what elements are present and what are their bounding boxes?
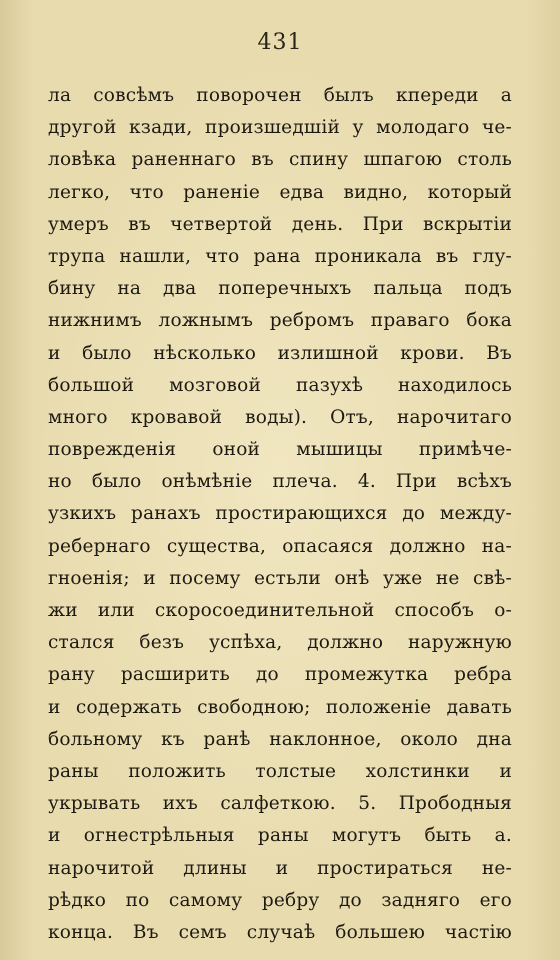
- text-line-15: ребернаго существа, опасаяся должно на-: [48, 535, 512, 557]
- text-line-23: укрывать ихъ салфеткою. 5. Прободныя: [48, 793, 512, 815]
- text-line-21: больному къ ранѣ наклонное, около дна: [48, 728, 512, 750]
- text-line-3: ловѣка раненнаго въ спину шпагою столь: [48, 149, 512, 171]
- text-line-10: большой мозговой пазухѣ находилось: [48, 374, 512, 396]
- text-line-22: раны положить толстые холстинки и: [48, 760, 512, 782]
- text-line-6: трупа нашли, что рана проникала въ глу-: [48, 245, 512, 267]
- text-line-9: и было нѣсколько излишной крови. Въ: [48, 342, 512, 364]
- text-line-2: другой кзади, произшедшій у молодаго че-: [48, 117, 512, 139]
- text-line-20: и содержать свободною; положеніе давать: [48, 696, 512, 718]
- text-line-27: конца. Въ семъ случаѣ большею частію: [48, 921, 512, 943]
- text-line-24: и огнестрѣльныя раны могутъ быть а.: [48, 825, 512, 847]
- text-line-5: умеръ въ четвертой день. При вскрытіи: [48, 213, 512, 235]
- text-line-8: нижнимъ ложнымъ ребромъ праваго бока: [48, 310, 512, 332]
- text-line-13: но было онѣмѣніе плеча. 4. При всѣхъ: [48, 471, 512, 493]
- text-line-18: стался безъ успѣха, должно наружную: [48, 632, 512, 654]
- text-line-12: поврежденія оной мышицы примѣче-: [48, 439, 512, 461]
- text-line-17: жи или скоросоединительной способъ о-: [48, 600, 512, 621]
- text-line-4: легко, что раненіе едва видно, который: [48, 181, 512, 203]
- text-line-16: гноенія; и посему естьли онѣ уже не свѣ-: [48, 567, 512, 589]
- text-line-14: узкихъ ранахъ простирающихся до между-: [48, 503, 512, 525]
- body-text: [48, 80, 512, 949]
- text-line-19: рану расширить до промежутка ребра: [48, 664, 512, 686]
- text-line-26: рѣдко по самому ребру до задняго его: [48, 889, 512, 911]
- text-line-25: нарочитой длины и простираться не-: [48, 857, 512, 879]
- text-line-1: ла совсѣмъ поворочен былъ кпереди а: [48, 85, 512, 106]
- page-number: 431: [257, 30, 303, 55]
- text-line-7: бину на два поперечныхъ пальца подъ: [48, 278, 512, 300]
- text-line-11: много кровавой воды). Отъ, нарочитаго: [48, 406, 512, 428]
